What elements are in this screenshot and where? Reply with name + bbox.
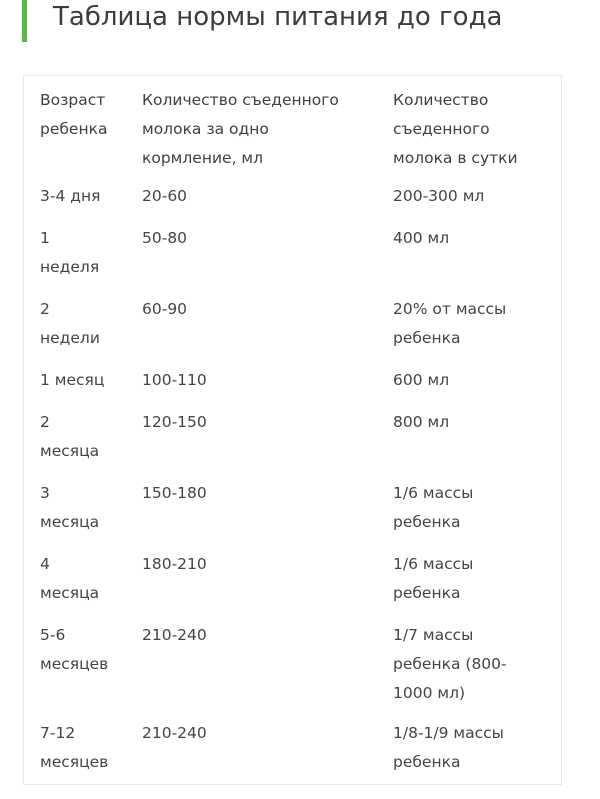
title-accent-bar: [22, 0, 502, 42]
cell-age: 1 неделя: [40, 229, 100, 276]
cell-per-day: 600 мл: [393, 371, 450, 389]
header-per-day: Количество съеденного молока в сутки: [393, 91, 518, 167]
cell-per-day: 400 мл: [393, 229, 450, 247]
cell-per-day: 1/6 массы ребенка: [393, 484, 474, 531]
cell-per-feeding: 60-90: [142, 300, 188, 318]
cell-per-feeding: 20-60: [142, 187, 188, 205]
cell-age: 2 недели: [40, 300, 100, 347]
cell-per-day: 200-300 мл: [393, 187, 485, 205]
header-per-feeding: Количество съеденного молока за одно кормление, мл: [142, 91, 339, 167]
cell-age: 5-6 месяцев: [40, 626, 109, 673]
cell-per-feeding: 180-210: [142, 555, 207, 573]
page-title: Таблица нормы питания до года: [53, 2, 503, 32]
cell-per-feeding: 150-180: [142, 484, 207, 502]
cell-per-day: 1/7 массы ребенка (800- 1000 мл): [393, 626, 507, 702]
cell-per-day: 1/8-1/9 массы ребенка: [393, 724, 504, 771]
cell-age: 1 месяц: [40, 371, 105, 389]
cell-per-day: 800 мл: [393, 413, 450, 431]
cell-age: 7-12 месяцев: [40, 724, 109, 771]
cell-age: 4 месяца: [40, 555, 100, 602]
cell-age: 3-4 дня: [40, 187, 101, 205]
cell-per-feeding: 210-240: [142, 724, 207, 742]
nutrition-table: [23, 75, 562, 785]
cell-per-feeding: 210-240: [142, 626, 207, 644]
cell-per-feeding: 50-80: [142, 229, 188, 247]
header-age: Возраст ребенка: [40, 91, 108, 138]
cell-age: 2 месяца: [40, 413, 100, 460]
cell-age: 3 месяца: [40, 484, 100, 531]
cell-per-feeding: 100-110: [142, 371, 207, 389]
cell-per-feeding: 120-150: [142, 413, 207, 431]
cell-per-day: 20% от массы ребенка: [393, 300, 507, 347]
cell-per-day: 1/6 массы ребенка: [393, 555, 474, 602]
